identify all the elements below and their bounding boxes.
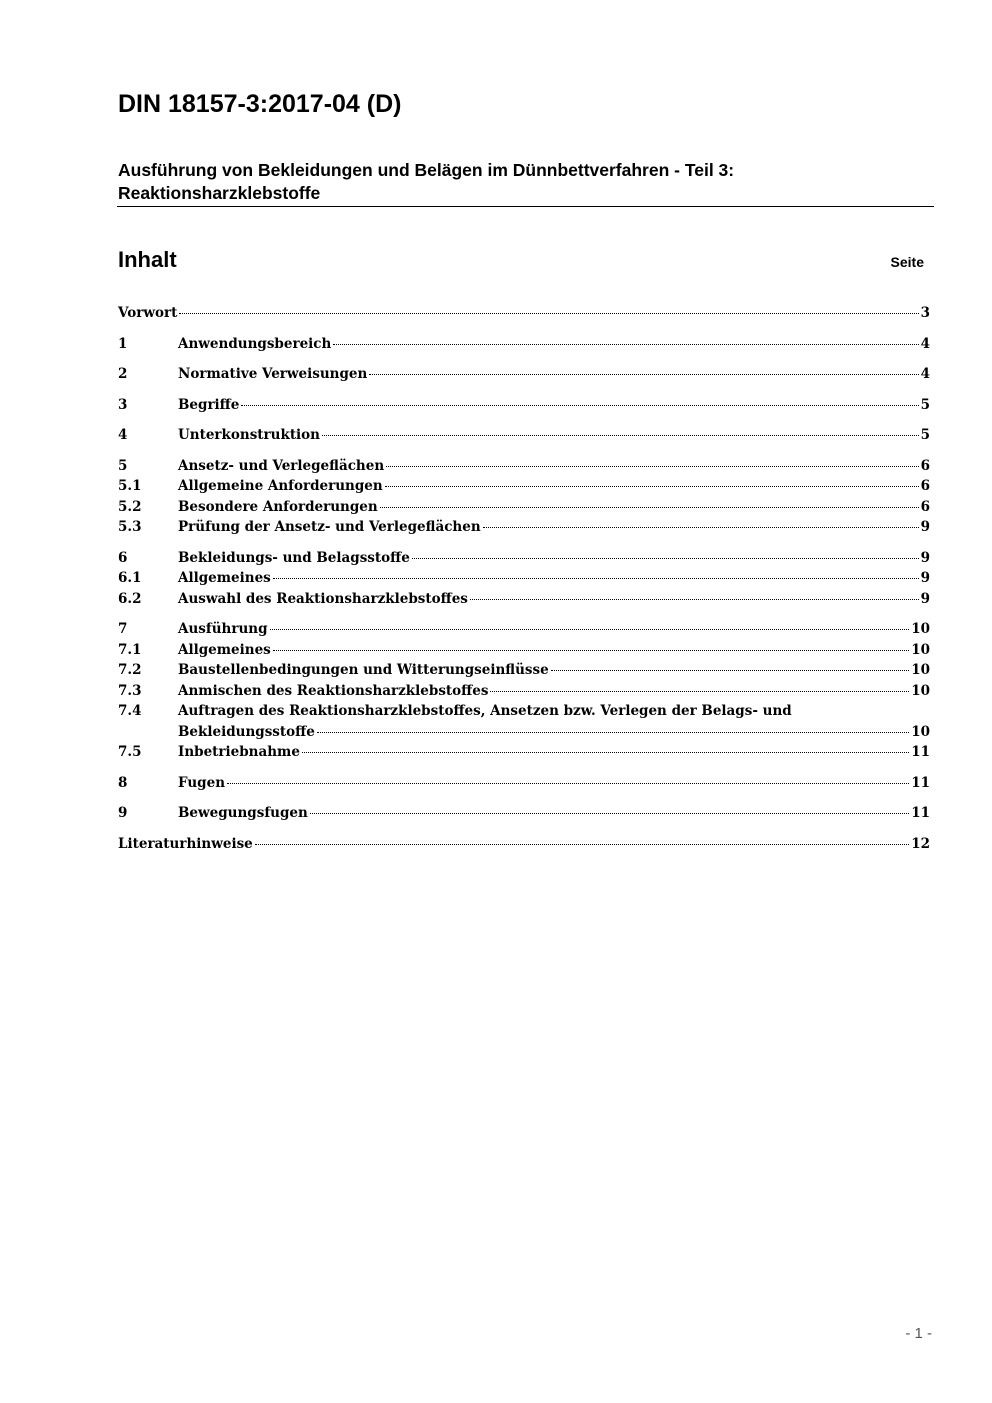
toc-leader-dots xyxy=(380,507,919,508)
toc-entry-text: Bekleidungs- und Belagsstoffe xyxy=(178,549,410,566)
toc-entry-page: 4 xyxy=(920,366,930,382)
toc-entry-page: 10 xyxy=(911,662,930,678)
toc-leader-dots xyxy=(179,313,918,314)
toc-entry-page: 10 xyxy=(911,723,930,740)
toc-entry-number: 7.5 xyxy=(118,744,142,760)
toc-entry-page: 3 xyxy=(920,305,930,321)
toc-entry-7-3[interactable] xyxy=(118,681,930,702)
toc-entry-7-2[interactable] xyxy=(118,660,930,681)
toc-entry-text: Allgemeines xyxy=(178,570,271,586)
toc-entry-page: 4 xyxy=(920,335,930,352)
toc-entry-number: 5.3 xyxy=(118,519,142,535)
document-id: DIN 18157-3:2017-04 (D) xyxy=(118,90,402,118)
toc-page-column-label: Seite xyxy=(890,254,924,270)
toc-entry-6[interactable] xyxy=(118,548,930,569)
toc-leader-dots xyxy=(270,629,910,630)
toc-leader-dots xyxy=(241,405,918,406)
toc-leader-dots xyxy=(273,650,909,651)
toc-leader-dots xyxy=(386,466,918,467)
toc-entry-7[interactable] xyxy=(118,619,930,640)
toc-entry-6-2[interactable] xyxy=(118,589,930,610)
toc-entry-text: Ansetz- und Verlegeflächen xyxy=(178,457,385,474)
toc-entry-number: 5 xyxy=(118,457,128,474)
toc-leader-dots xyxy=(385,486,919,487)
toc-entry-text-line2: Bekleidungsstoffe xyxy=(178,723,315,740)
table-of-contents xyxy=(118,303,930,854)
toc-entry-text: Auswahl des Reaktionsharzklebstoffes xyxy=(178,590,468,607)
toc-entry-text: Allgemeines xyxy=(178,641,271,658)
toc-entry-text: Unterkonstruktion xyxy=(178,427,321,443)
toc-entry-vorwort[interactable] xyxy=(118,303,930,324)
toc-leader-dots xyxy=(317,732,909,733)
toc-entry-5-3[interactable] xyxy=(118,517,930,538)
toc-leader-dots xyxy=(310,813,909,814)
toc-entry-text: Allgemeine Anforderungen xyxy=(178,478,383,494)
toc-entry-page: 5 xyxy=(920,427,930,443)
toc-entry-number: 4 xyxy=(118,427,128,443)
toc-entry-text: Literaturhinweise xyxy=(118,835,253,852)
document-title: Ausführung von Bekleidungen und Belägen im Dünnbettverfahren - Teil 3: Reaktionsharzklebstoffe xyxy=(118,160,735,203)
toc-entry-6-1[interactable] xyxy=(118,568,930,589)
toc-entry-literaturhinweise[interactable] xyxy=(118,834,930,855)
toc-entry-number: 7 xyxy=(118,621,128,637)
toc-entry-7-4-continuation[interactable] xyxy=(118,722,930,743)
page-number: - 1 - xyxy=(905,1325,932,1342)
toc-leader-dots xyxy=(302,752,909,753)
toc-leader-dots xyxy=(322,435,919,436)
toc-entry-number: 2 xyxy=(118,366,128,382)
toc-entry-page: 6 xyxy=(920,457,930,474)
toc-entry-text: Anmischen des Reaktionsharzklebstoffes xyxy=(178,682,489,699)
toc-entry-number: 3 xyxy=(118,396,128,413)
toc-entry-text: Ausführung xyxy=(178,621,268,637)
toc-entry-number: 6.1 xyxy=(118,570,142,586)
toc-entry-number: 1 xyxy=(118,335,128,352)
toc-entry-number: 7.3 xyxy=(118,682,142,699)
toc-entry-page: 9 xyxy=(920,549,930,566)
toc-entry-text: Fugen xyxy=(178,774,226,791)
toc-entry-9[interactable] xyxy=(118,803,930,824)
toc-entry-text: Anwendungsbereich xyxy=(178,335,332,352)
toc-entry-number: 7.2 xyxy=(118,662,142,678)
toc-entry-number: 5.2 xyxy=(118,498,142,515)
toc-entry-5-1[interactable] xyxy=(118,476,930,497)
toc-entry-page: 12 xyxy=(911,835,930,852)
toc-leader-dots xyxy=(369,374,918,375)
toc-entry-page: 9 xyxy=(920,590,930,607)
toc-entry-page: 9 xyxy=(920,570,930,586)
toc-entry-text: Bewegungsfugen xyxy=(178,805,308,821)
toc-entry-page: 11 xyxy=(911,805,930,821)
toc-entry-4[interactable] xyxy=(118,425,930,446)
toc-entry-page: 10 xyxy=(911,621,930,637)
toc-leader-dots xyxy=(551,670,910,671)
toc-heading: Inhalt xyxy=(118,247,177,272)
toc-entry-text: Normative Verweisungen xyxy=(178,366,368,382)
toc-entry-number: 7.4 xyxy=(118,703,142,719)
toc-entry-7-5[interactable] xyxy=(118,742,930,763)
toc-leader-dots xyxy=(273,578,919,579)
toc-entry-number: 6.2 xyxy=(118,590,142,607)
toc-entry-number: 9 xyxy=(118,805,128,821)
toc-entry-7-1[interactable] xyxy=(118,640,930,661)
toc-leader-dots xyxy=(255,844,909,845)
toc-entry-2[interactable] xyxy=(118,364,930,385)
toc-entry-page: 11 xyxy=(911,774,930,791)
toc-entry-text: Baustellenbedingungen und Witterungseinflüsse xyxy=(178,662,549,678)
toc-leader-dots xyxy=(412,558,919,559)
toc-entry-8[interactable] xyxy=(118,773,930,794)
toc-entry-page: 6 xyxy=(920,498,930,515)
toc-leader-dots xyxy=(483,527,919,528)
toc-entry-number: 5.1 xyxy=(118,478,142,494)
toc-entry-5-2[interactable] xyxy=(118,497,930,518)
toc-entry-page: 6 xyxy=(920,478,930,494)
toc-entry-page: 9 xyxy=(920,519,930,535)
toc-entry-page: 11 xyxy=(911,744,930,760)
toc-leader-dots xyxy=(470,599,919,600)
toc-entry-text: Begriffe xyxy=(178,396,240,413)
title-divider xyxy=(117,206,934,207)
toc-entry-page: 5 xyxy=(920,396,930,413)
toc-entry-number: 6 xyxy=(118,549,128,566)
toc-entry-page: 10 xyxy=(911,682,930,699)
toc-entry-7-4[interactable] xyxy=(118,701,930,722)
toc-entry-text: Vorwort xyxy=(118,305,178,321)
toc-entry-1[interactable] xyxy=(118,334,930,355)
toc-entry-5[interactable] xyxy=(118,456,930,477)
toc-entry-page: 10 xyxy=(911,641,930,658)
toc-entry-text: Besondere Anforderungen xyxy=(178,498,378,515)
toc-leader-dots xyxy=(227,783,909,784)
toc-entry-number: 8 xyxy=(118,774,128,791)
toc-entry-text: Prüfung der Ansetz- und Verlegeflächen xyxy=(178,519,481,535)
toc-entry-text-line1: Auftragen des Reaktionsharzklebstoffes, Ansetzen bzw. Verlegen der Belags- und xyxy=(178,703,792,719)
toc-entry-text: Inbetriebnahme xyxy=(178,744,300,760)
toc-leader-dots xyxy=(333,344,918,345)
toc-entry-3[interactable] xyxy=(118,395,930,416)
toc-entry-number: 7.1 xyxy=(118,641,142,658)
toc-leader-dots xyxy=(490,691,909,692)
